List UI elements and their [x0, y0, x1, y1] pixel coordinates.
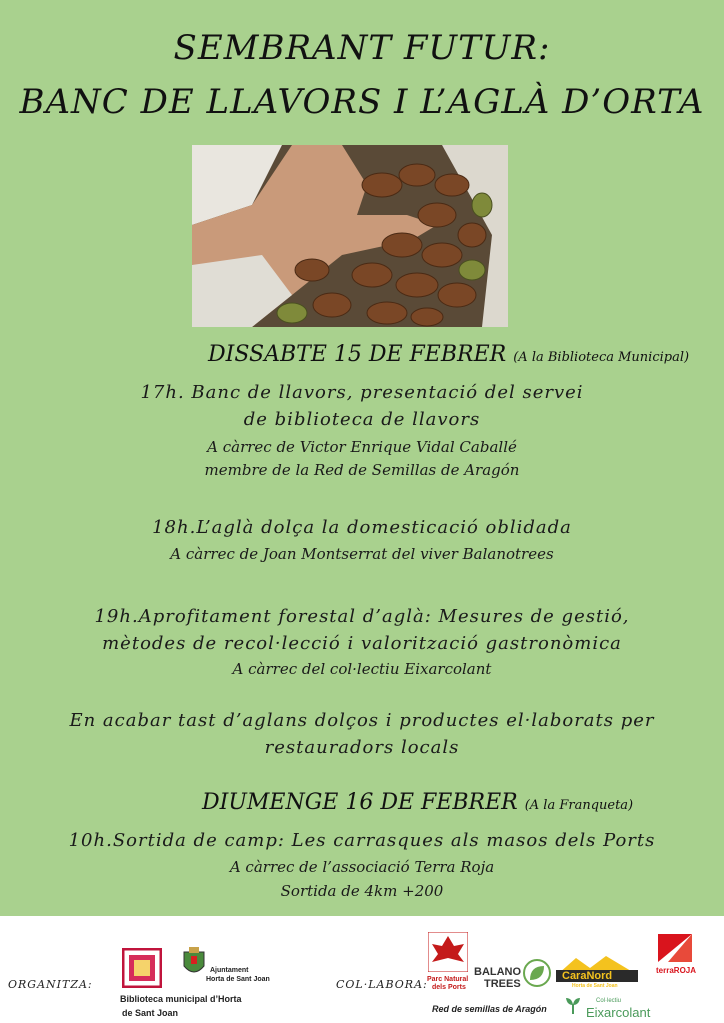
day1-talk3-line2: mètodes de recol·lecció i valorització gastronòmica: [102, 633, 622, 654]
parc-line1: Parc Natural: [427, 976, 469, 983]
day2-talk1-line3: Sortida de 4km +200: [280, 882, 444, 900]
day1-talk3-line1: 19h.Aprofitament forestal d’aglà: Mesures de gestió,: [94, 606, 630, 627]
day1-date: DISSABTE 15 DE FEBRER: [208, 342, 507, 367]
caranord-text: CaraNord: [562, 970, 613, 982]
ajuntament-line1: Ajuntament: [210, 967, 249, 974]
title-line-2: BANC DE LLAVORS I L’AGLÀ D’ORTA: [19, 82, 705, 122]
collabora-label: COL·LABORA:: [336, 978, 428, 991]
balano-line1: BALANO: [474, 966, 522, 978]
parc-line2: dels Ports: [432, 984, 466, 991]
day1-talk1-line2: de biblioteca de llavors: [243, 409, 481, 430]
organitza-label: ORGANITZA:: [8, 978, 93, 991]
sponsors-footer: [0, 916, 724, 1023]
day1-heading: [208, 342, 689, 367]
library-logo: [122, 948, 162, 992]
acorns-hand-photo: [192, 145, 508, 327]
caranord-sub: Horta de Sant Joan: [572, 983, 618, 989]
title-line-1: SEMBRANT FUTUR:: [173, 28, 551, 68]
parc-natural-leaf-icon: [428, 932, 468, 976]
eixar-small: Col·lectiu: [596, 998, 622, 1004]
day1-talk2-line1: 18h.L’aglà dolça la domesticació oblidada: [152, 517, 572, 538]
day1-place: (A la Biblioteca Municipal): [513, 350, 690, 365]
day1-talk2-line2: A càrrec de Joan Montserrat del viver Balanotrees: [170, 545, 554, 563]
red-semillas-text: Red de semillas de Aragón: [432, 1004, 547, 1014]
day1-talk1-line4: membre de la Red de Semillas de Aragón: [204, 461, 520, 479]
eixarcolant-sprout-icon: [565, 996, 581, 1018]
terraroja-text: terraROJA: [656, 966, 697, 975]
day2-heading: [202, 790, 633, 815]
day1-talk1-line3: A càrrec de Victor Enrique Vidal Caballé: [207, 438, 517, 456]
terraroja-k-icon: [658, 934, 692, 966]
eixar-text: Eixarcolant: [586, 1005, 651, 1020]
balanotrees-leaf-icon: [522, 958, 552, 992]
day2-place: (A la Franqueta): [524, 798, 634, 813]
day1-talk1-line1: 17h. Banc de llavors, presentació del servei: [140, 382, 584, 403]
balano-line2: TREES: [484, 978, 521, 990]
day2-talk1-line2: A càrrec de l’associació Terra Roja: [229, 858, 495, 876]
day1-closing-line2: restauradors locals: [264, 737, 460, 758]
library-line1: Biblioteca municipal d’Horta: [120, 994, 242, 1004]
day2-talk1-line1: 10h.Sortida de camp: Les carrasques als masos dels Ports: [68, 830, 656, 851]
library-line2: de Sant Joan: [122, 1008, 179, 1018]
day1-talk3-line3: A càrrec del col·lectiu Eixarcolant: [232, 660, 492, 678]
day2-date: DIUMENGE 16 DE FEBRER: [202, 790, 518, 815]
ajuntament-line2: Horta de Sant Joan: [206, 976, 270, 983]
ajuntament-shield-icon: [180, 946, 208, 982]
day1-closing-line1: En acabar tast d’aglans dolços i productes el·laborats per: [69, 710, 655, 731]
